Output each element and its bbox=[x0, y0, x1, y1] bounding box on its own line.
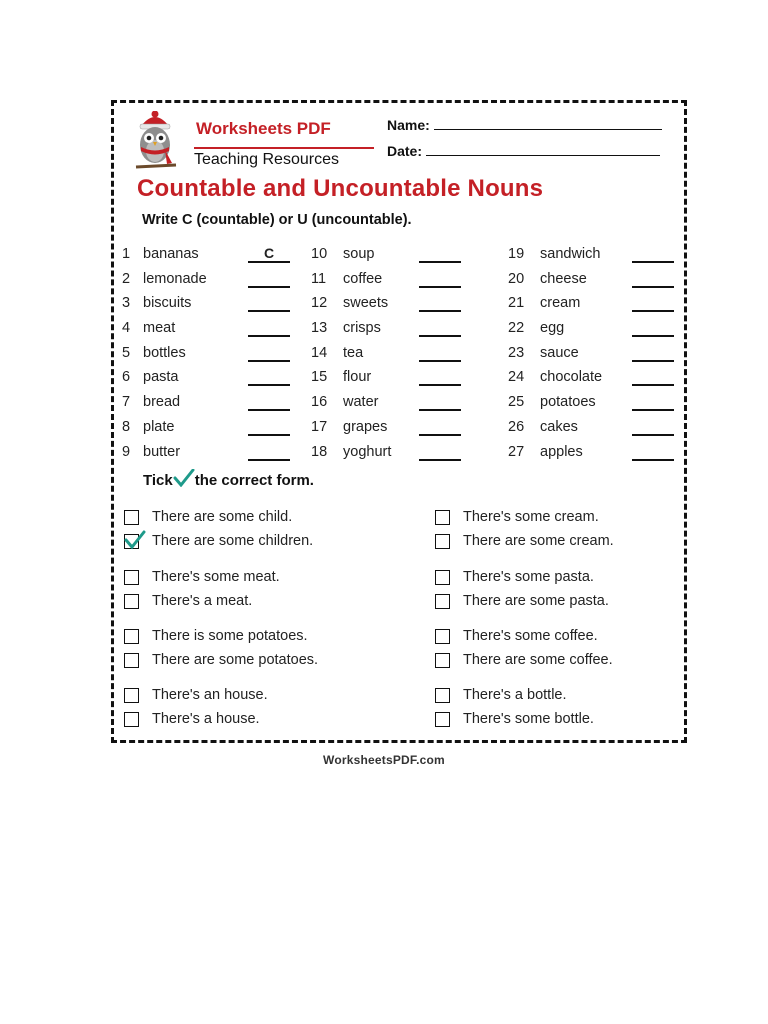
tick-option bbox=[124, 568, 384, 592]
noun-number: 14 bbox=[311, 344, 328, 361]
answer-blank[interactable] bbox=[248, 443, 290, 461]
tick-question-group bbox=[124, 568, 384, 616]
noun-number: 15 bbox=[311, 369, 328, 386]
answer-blank[interactable] bbox=[419, 319, 461, 337]
answer-blank[interactable] bbox=[632, 270, 674, 288]
name-field bbox=[387, 117, 662, 133]
noun-row bbox=[122, 292, 312, 317]
owl-mascot-icon bbox=[132, 111, 178, 171]
tick-option bbox=[435, 651, 695, 675]
noun-word: butter bbox=[143, 443, 181, 460]
tick-option bbox=[435, 508, 695, 532]
instruction-text: Write C (countable) or U (uncountable). bbox=[142, 212, 412, 228]
noun-row bbox=[122, 268, 312, 293]
tick-question-group bbox=[124, 686, 384, 734]
noun-word: tea bbox=[343, 344, 364, 361]
option-label: There's some pasta. bbox=[463, 569, 594, 585]
noun-row bbox=[311, 243, 501, 268]
answer-blank[interactable] bbox=[248, 319, 290, 337]
option-label: There are some potatoes. bbox=[152, 652, 319, 668]
noun-row bbox=[122, 416, 312, 441]
noun-number: 24 bbox=[508, 369, 525, 386]
noun-column-1 bbox=[122, 243, 312, 465]
checkbox[interactable] bbox=[435, 653, 450, 668]
noun-row bbox=[122, 317, 312, 342]
noun-row bbox=[508, 416, 698, 441]
tick-option bbox=[124, 651, 384, 675]
noun-column-2 bbox=[311, 243, 501, 465]
noun-word: lemonade bbox=[143, 270, 207, 287]
answer-blank[interactable] bbox=[632, 393, 674, 411]
noun-word: cream bbox=[540, 295, 581, 312]
noun-number: 6 bbox=[122, 369, 131, 386]
answer-blank[interactable] bbox=[248, 393, 290, 411]
noun-word: cheese bbox=[540, 270, 587, 287]
noun-number: 25 bbox=[508, 394, 525, 411]
noun-word: biscuits bbox=[143, 295, 192, 312]
tick-option bbox=[435, 568, 695, 592]
tick-option bbox=[124, 686, 384, 710]
noun-row bbox=[311, 268, 501, 293]
noun-number: 10 bbox=[311, 246, 328, 262]
noun-number: 23 bbox=[508, 344, 525, 361]
noun-row bbox=[311, 342, 501, 367]
noun-row bbox=[311, 416, 501, 441]
tick-option bbox=[124, 592, 384, 616]
noun-number: 22 bbox=[508, 320, 525, 337]
noun-number: 8 bbox=[122, 418, 131, 435]
noun-row bbox=[508, 366, 698, 391]
noun-row bbox=[122, 243, 312, 268]
noun-number: 17 bbox=[311, 418, 328, 435]
noun-number: 5 bbox=[122, 344, 131, 361]
brand-logo bbox=[128, 111, 378, 171]
tick-instruction bbox=[143, 469, 314, 489]
answer-blank[interactable] bbox=[632, 418, 674, 436]
noun-word: sauce bbox=[540, 344, 579, 361]
option-label: There's a bottle. bbox=[463, 687, 567, 703]
answer-blank[interactable] bbox=[632, 319, 674, 337]
brand-subtitle: Teaching Resources bbox=[194, 147, 374, 169]
noun-row bbox=[122, 391, 312, 416]
noun-number: 12 bbox=[311, 295, 328, 312]
option-label: There is some potatoes. bbox=[152, 628, 308, 644]
noun-word: pasta bbox=[143, 369, 179, 386]
noun-row bbox=[122, 441, 312, 466]
answer-blank[interactable] bbox=[419, 270, 461, 288]
checkbox[interactable] bbox=[435, 712, 450, 727]
tick-suffix: the correct form. bbox=[194, 472, 314, 489]
noun-number: 2 bbox=[122, 270, 131, 287]
answer-blank[interactable] bbox=[419, 393, 461, 411]
noun-word: bread bbox=[143, 394, 181, 411]
checkbox[interactable] bbox=[435, 570, 450, 585]
tick-question-group bbox=[124, 627, 384, 675]
tick-question-group bbox=[124, 508, 384, 556]
answer-blank[interactable] bbox=[632, 294, 674, 312]
noun-row bbox=[311, 317, 501, 342]
checkbox[interactable] bbox=[124, 653, 139, 668]
tick-option bbox=[435, 710, 695, 734]
noun-row bbox=[122, 366, 312, 391]
option-label: There's some coffee. bbox=[463, 628, 598, 644]
checkbox[interactable] bbox=[435, 594, 450, 609]
tick-option bbox=[124, 508, 384, 532]
option-label: There's a house. bbox=[152, 711, 260, 727]
noun-number: 21 bbox=[508, 295, 525, 312]
tick-option bbox=[124, 532, 384, 556]
noun-number: 7 bbox=[122, 394, 131, 411]
noun-word: soup bbox=[343, 246, 375, 262]
noun-row bbox=[508, 243, 698, 268]
answer-blank[interactable] bbox=[248, 418, 290, 436]
answer-blank[interactable] bbox=[419, 294, 461, 312]
date-label: Date: bbox=[387, 143, 423, 159]
noun-row bbox=[508, 268, 698, 293]
noun-word: chocolate bbox=[540, 369, 603, 386]
noun-row bbox=[508, 441, 698, 466]
noun-number: 9 bbox=[122, 443, 131, 460]
answer-blank[interactable] bbox=[632, 368, 674, 386]
noun-number: 18 bbox=[311, 443, 328, 460]
tick-option bbox=[124, 710, 384, 734]
noun-word: meat bbox=[143, 320, 176, 337]
tick-question-group bbox=[435, 568, 695, 616]
checkmark-icon bbox=[173, 469, 195, 487]
tick-option bbox=[435, 686, 695, 710]
answer-blank[interactable] bbox=[419, 368, 461, 386]
date-field bbox=[387, 143, 660, 159]
checkbox[interactable] bbox=[435, 510, 450, 525]
noun-number: 16 bbox=[311, 394, 328, 411]
answer-blank[interactable] bbox=[419, 418, 461, 436]
name-label: Name: bbox=[387, 117, 430, 133]
noun-word: egg bbox=[540, 320, 565, 337]
option-label: There's some cream. bbox=[463, 509, 599, 525]
option-label: There are some child. bbox=[152, 509, 293, 525]
checkbox[interactable] bbox=[435, 629, 450, 644]
tick-question-group bbox=[435, 686, 695, 734]
noun-number: 19 bbox=[508, 246, 525, 262]
noun-row bbox=[508, 391, 698, 416]
noun-word: flour bbox=[343, 369, 372, 386]
checkbox[interactable] bbox=[435, 688, 450, 703]
noun-word: cakes bbox=[540, 418, 578, 435]
option-label: There are some children. bbox=[152, 533, 314, 549]
noun-word: potatoes bbox=[540, 394, 596, 411]
checkbox[interactable] bbox=[435, 534, 450, 549]
tick-prefix: Tick bbox=[143, 472, 173, 489]
tick-option bbox=[435, 532, 695, 556]
tick-question-group bbox=[435, 508, 695, 556]
date-line[interactable] bbox=[426, 143, 660, 156]
answer-blank[interactable] bbox=[632, 443, 674, 461]
noun-number: 3 bbox=[122, 295, 131, 312]
brand-title: Worksheets PDF bbox=[196, 119, 331, 138]
noun-row bbox=[311, 391, 501, 416]
noun-word: water bbox=[343, 394, 379, 411]
checkbox[interactable] bbox=[124, 629, 139, 644]
noun-row bbox=[508, 317, 698, 342]
answer-blank[interactable] bbox=[248, 344, 290, 362]
noun-word: yoghurt bbox=[343, 443, 392, 460]
answer-blank[interactable] bbox=[248, 368, 290, 386]
footer-site: WorksheetsPDF.com bbox=[323, 753, 445, 767]
noun-row bbox=[311, 441, 501, 466]
worksheet bbox=[111, 100, 687, 743]
noun-number: 27 bbox=[508, 443, 525, 460]
noun-word: sweets bbox=[343, 295, 389, 312]
checkbox[interactable] bbox=[124, 712, 139, 727]
noun-row bbox=[311, 292, 501, 317]
noun-number: 20 bbox=[508, 270, 525, 287]
option-label: There are some pasta. bbox=[463, 593, 609, 609]
answer-blank[interactable] bbox=[632, 245, 674, 263]
noun-word: sandwich bbox=[540, 246, 601, 262]
noun-word: plate bbox=[143, 418, 175, 435]
noun-column-3 bbox=[508, 243, 698, 465]
answer-blank[interactable] bbox=[419, 344, 461, 362]
option-label: There's some meat. bbox=[152, 569, 280, 585]
checkbox[interactable] bbox=[124, 510, 139, 525]
tick-option bbox=[435, 627, 695, 651]
answer-blank[interactable] bbox=[248, 270, 290, 288]
noun-word: crisps bbox=[343, 320, 381, 337]
option-label: There's an house. bbox=[152, 687, 268, 703]
noun-row bbox=[122, 342, 312, 367]
noun-row bbox=[508, 292, 698, 317]
name-line[interactable] bbox=[434, 117, 662, 130]
noun-word: coffee bbox=[343, 270, 383, 287]
answer-blank[interactable]: C bbox=[248, 245, 290, 263]
answer-blank[interactable] bbox=[419, 245, 461, 263]
noun-word: bottles bbox=[143, 344, 186, 361]
option-label: There's some bottle. bbox=[463, 711, 594, 727]
noun-row bbox=[508, 342, 698, 367]
noun-word: apples bbox=[540, 443, 583, 460]
tick-option bbox=[435, 592, 695, 616]
noun-row bbox=[311, 366, 501, 391]
tick-question-group bbox=[435, 627, 695, 675]
option-label: There are some coffee. bbox=[463, 652, 613, 668]
checkbox[interactable] bbox=[124, 570, 139, 585]
noun-word: grapes bbox=[343, 418, 388, 435]
checkbox[interactable] bbox=[124, 594, 139, 609]
noun-number: 13 bbox=[311, 320, 328, 337]
answer-blank[interactable] bbox=[632, 344, 674, 362]
option-label: There are some cream. bbox=[463, 533, 614, 549]
noun-number: 1 bbox=[122, 246, 131, 262]
page-title: Countable and Uncountable Nouns bbox=[137, 175, 544, 202]
noun-number: 11 bbox=[311, 270, 327, 287]
checkbox[interactable] bbox=[124, 534, 139, 549]
answer-blank[interactable] bbox=[419, 443, 461, 461]
checkbox[interactable] bbox=[124, 688, 139, 703]
tick-option bbox=[124, 627, 384, 651]
option-label: There's a meat. bbox=[152, 593, 253, 609]
answer-blank[interactable] bbox=[248, 294, 290, 312]
noun-word: bananas bbox=[143, 246, 199, 262]
noun-number: 26 bbox=[508, 418, 525, 435]
noun-number: 4 bbox=[122, 320, 131, 337]
